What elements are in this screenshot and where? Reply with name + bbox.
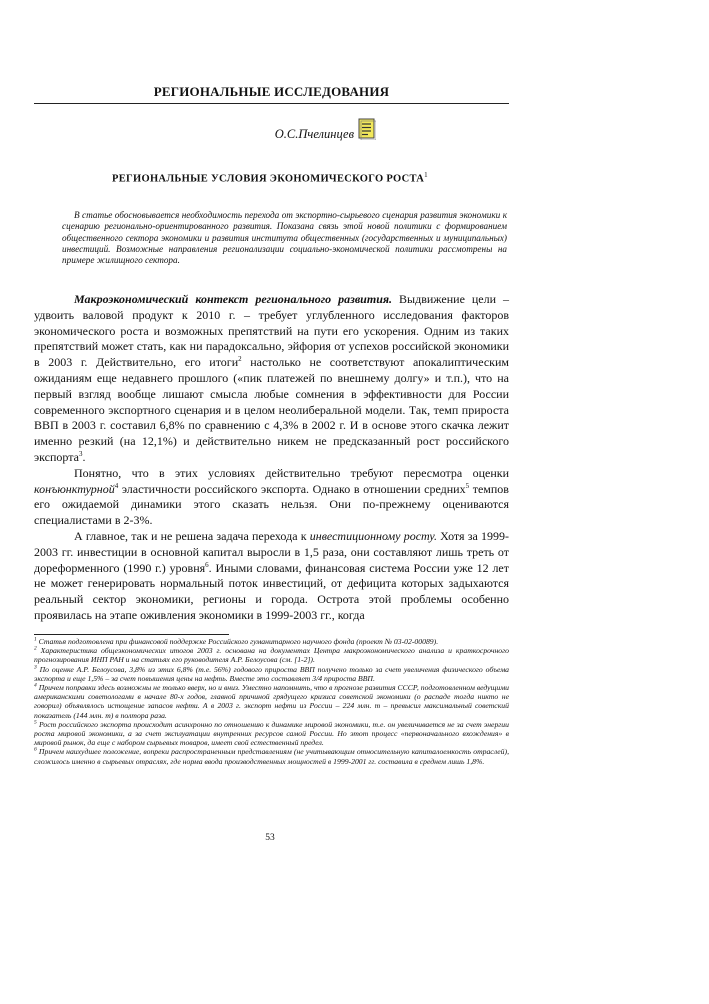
footnote-ref-3[interactable]: 3: [79, 449, 83, 458]
paragraph-1: [34, 292, 509, 466]
footnote-text: По оценке А.Р. Белоусова, 3,8% из этих 6,8% (т.е. 56%) годового прироста ВВП получено только за счет увеличения физического объема экспорта и еще 1,5% – за счет повышения цены на нефть. Вместе это составляет 3/4 прироста ВВП.: [34, 664, 509, 683]
author-name: О.С.Пчелинцев: [274, 127, 354, 141]
paragraph-text: настолько не соответствуют апокалиптическим ожиданиям еще недавнего прошлого («пик платежей по внешнему долгу» и т.п.), что на первый взгляд вообще лишают смысла любые сомнения в эффективности для России современного экспортного сценария и в целом неолиберальной модели. Так, темп прироста ВВП в 2003 г. составил 6,8% по сравнению с 4,3% в 2002 г. И в основе этого скачка лежит именно резкий (на 12,1%) и действительно никем не предсказанный рост российского экспорта: [34, 355, 509, 464]
article-body: [34, 292, 509, 624]
footnote-number: 3: [34, 664, 37, 671]
footnote-text: Рост российского экспорта происходит асинхронно по отношению к динамике мировой экономики, т.е. он увеличивается не за счет энергии роста мировой экономики, а за счет эксплуатации внутренних ресурсов самой России. Но этот процесс «первоначального вхождения» в мировой рынок, да еще с набором сырьевых товаров, имеет свой естественный предел.: [34, 719, 509, 748]
author-row: [0, 118, 709, 142]
footnotes: [34, 637, 509, 766]
paragraph-text: А главное, так и не решена задача перехода к: [74, 528, 310, 543]
paragraph-text: темпов его ожидаемой динамики этого сказать нельзя. Они по-прежнему оцениваются специалистами в 2-3%.: [34, 481, 509, 528]
header-divider: [34, 103, 509, 104]
footnote-divider: [34, 634, 229, 635]
footnote-ref-5[interactable]: 5: [465, 481, 470, 490]
footnote-2: [34, 646, 509, 664]
footnote-number: 1: [34, 636, 37, 643]
footnote-4: [34, 683, 509, 720]
title-text: РЕГИОНАЛЬНЫЕ УСЛОВИЯ ЭКОНОМИЧЕСКОГО РОСТА: [112, 173, 425, 185]
paragraph-2: [34, 466, 509, 529]
footnote-number: 5: [34, 719, 37, 726]
footnote-text: Причем поправки здесь возможны не только вверх, но и вниз. Уместно напомнить, что в прогнозе развития СССР, подготовленном ведущими американскими советологами в начале 80-х годов, главной причиной грядущего кризиса советской экономики (о распаде тогда никто не говорил) объявлялось истощение запасов нефти. А в 2003 г. экспорт нефти из России – 224 млн. т – превысил максимальный советский показатель (144 млн. т) в полтора раза.: [34, 683, 509, 720]
paragraph-text: Понятно, что в этих условиях действительно требуют пересмотра оценки: [74, 465, 509, 480]
paragraph-lead: Макроэкономический контекст регионального развития.: [74, 292, 393, 306]
title-footnote-ref[interactable]: 1: [424, 171, 428, 179]
footnote-number: 2: [34, 645, 37, 652]
footnote-5: [34, 720, 509, 748]
note-icon[interactable]: [358, 118, 376, 140]
footnote-ref-4[interactable]: 4: [114, 481, 119, 490]
emphasis-text: инвестиционному росту.: [309, 528, 437, 543]
footnote-6: [34, 747, 509, 765]
paragraph-text: Выдвижение цели – удвоить валовой продукт к 2010 г. – требует углубленного исследования факторов экономического роста и возможных препятствий на пути его ускорения. Одним из таких препятствий может стать, как ни парадоксально, эйфория от успехов российской экономики в 2003 г. Действительно, его итоги: [34, 292, 510, 370]
paragraph-text: . Иными словами, финансовая система России уже 12 лет не может генерировать нормальный поток инвестиций, от дефицита которых задыхаются реальный сектор экономики, регионы и города. Острота этой проблемы особенно проявилась на этапе оживления экономики в 1999-2003 гг., когда: [34, 560, 509, 622]
footnote-number: 6: [34, 746, 37, 753]
footnote-ref-2[interactable]: 2: [238, 355, 242, 364]
footnote-1: [34, 637, 509, 646]
footnote-number: 4: [34, 682, 37, 689]
paragraph-text: Хотя за 1999-2003 гг. инвестиции в основной капитал выросли в 1,5 раза, они составляют лишь треть от дореформенного (1990 г.) уровня: [34, 528, 509, 575]
footnote-text: Причем наихудшее положение, вопреки распространенным представлениям (не учитывающим относительную капиталоемкость отраслей), сложилось именно в сырьевых отраслях, где норма ввода производственных мощностей в 1999-2001 гг. составила в среднем лишь 1,8%.: [34, 747, 509, 766]
footnote-text: Характеристика общеэкономических итогов 2003 г. основана на документах Центра макроэкономического анализа и краткосрочного прогнозирования ИНП РАН и на статьях его руководителя А.Р. Белоусова (см. [1-2]).: [34, 646, 509, 665]
abstract: В статье обосновывается необходимость перехода от экспортно-сырьевого сценария развития экономики к сценарию регионально-ориентированного развития. Показана связь этой новой политики с формированием общественного сектора экономики и развития института общественных (государственных и муниципальных) инвестиций. Возможные направления регионализации социально-экономической политики рассмотрены на примере жилищного сектора.: [62, 210, 507, 266]
page-number: 53: [265, 833, 275, 843]
paragraph-text: .: [82, 449, 86, 464]
footnote-ref-6[interactable]: 6: [205, 560, 209, 569]
footnote-3: [34, 665, 509, 683]
article-title: [70, 171, 470, 185]
paragraph-text: эластичности российского экспорта. Однако в отношении средних: [118, 481, 466, 496]
paragraph-3: [34, 529, 509, 624]
emphasis-text: конъюнктурной: [34, 481, 115, 496]
section-header: РЕГИОНАЛЬНЫЕ ИССЛЕДОВАНИЯ: [153, 84, 390, 99]
footnote-text: Статья подготовлена при финансовой поддержке Российского гуманитарного научного фонда (проект № 03-02-00089).: [36, 637, 439, 646]
